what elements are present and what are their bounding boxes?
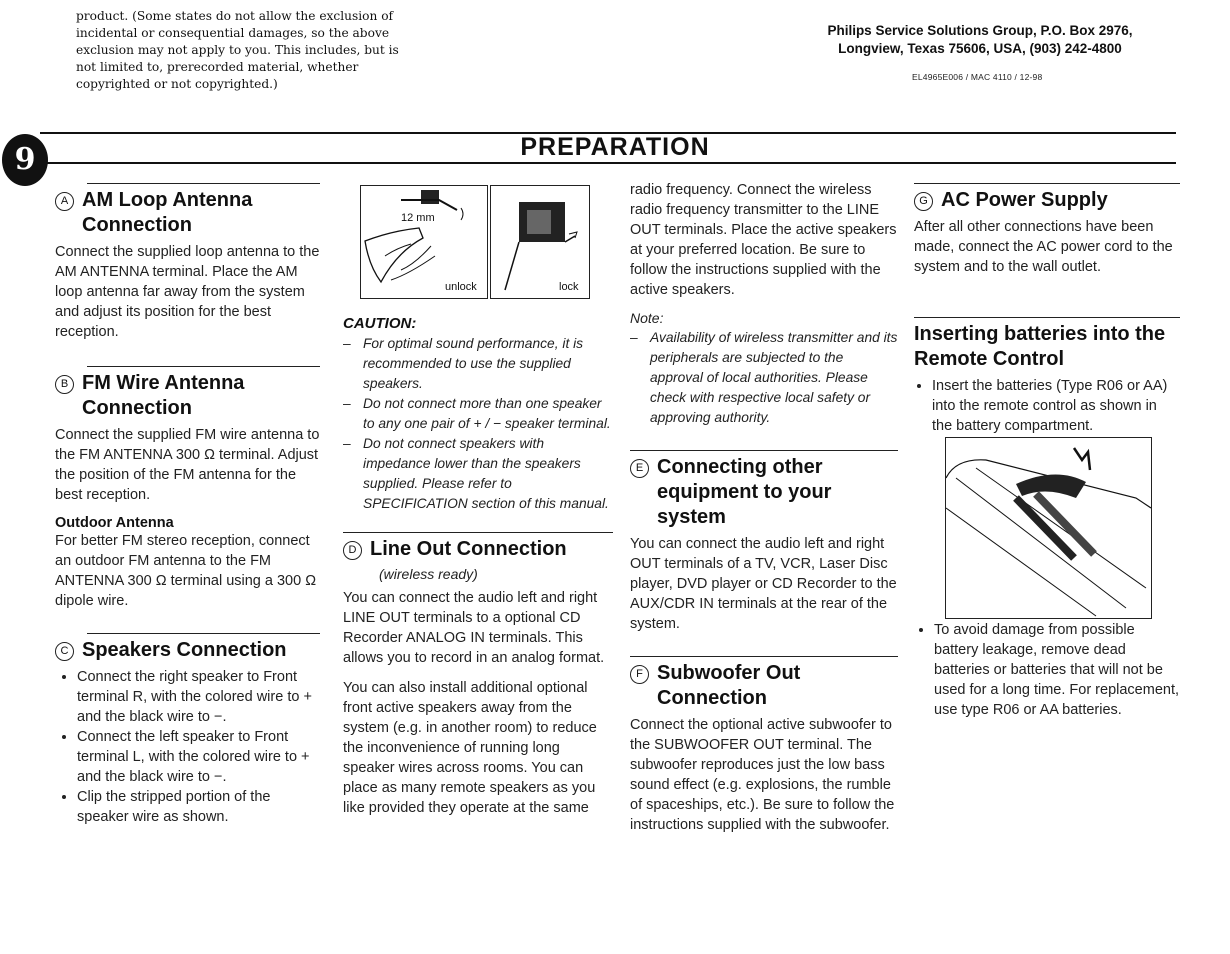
lock-label: lock (559, 281, 579, 293)
section-rule (630, 656, 898, 657)
section-d-heading (343, 537, 613, 562)
list-item: – For optimal sound performance, it is recommended to use the supplied speakers. (343, 334, 613, 394)
note-title: Note: (630, 310, 664, 326)
list-item: – Availability of wireless transmitter and its peripherals are subjected to the approval of local authorities. Please check with respective local safety or approving authority. (630, 328, 898, 428)
section-e-body: You can connect the audio left and right OUT terminals of a TV, VCR, Laser Disc player, DVD player or CD Recorder to the AUX/CDR IN terminals at the rear of the system. (630, 536, 897, 632)
section-a-heading (55, 188, 320, 238)
section-c-title: Speakers Connection (82, 639, 287, 661)
list-item: • Clip the stripped portion of the speaker wire as shown. (77, 787, 320, 827)
section-rule (87, 633, 320, 634)
line-out-continued-body: radio frequency. Connect the wireless radio frequency transmitter to the LINE OUT terminals. Place the active speakers at your preferred location. Be sure to follow the instructions supplied with the active speakers. (630, 182, 897, 298)
outdoor-antenna-heading: Outdoor Antenna (55, 515, 174, 531)
column-4-lower (914, 620, 1180, 720)
section-letter-badge: C (55, 642, 74, 661)
unlock-label: unlock (445, 281, 477, 293)
service-address (790, 22, 1170, 58)
list-item: • To avoid damage from possible battery leakage, remove dead batteries or batteries that will not be used for a long time. For replacement, use type R06 or AA batteries. (934, 620, 1180, 720)
note-list (630, 328, 898, 428)
section-g-title: AC Power Supply (941, 189, 1108, 211)
column-3 (630, 180, 898, 835)
section-f-body: Connect the optional active subwoofer to the SUBWOOFER OUT terminal. The subwoofer reproduces just the low bass sound effect (e.g. explosions, the rumble of spaceships, etc.). Be sure to follow the instructions supplied with the subwoofer. (630, 717, 895, 833)
remote-battery-figure (945, 437, 1152, 619)
section-letter-badge: B (55, 375, 74, 394)
section-rule (630, 450, 898, 451)
section-f-heading (630, 661, 898, 711)
section-b-heading (55, 371, 320, 421)
column-1 (55, 183, 320, 827)
section-rule (87, 183, 320, 184)
wire-clip-figure-unlock (360, 185, 488, 299)
section-d-title: Line Out Connection (370, 538, 567, 560)
section-e-title: Connecting other equipment to your system (657, 456, 832, 528)
section-rule (914, 317, 1180, 318)
section-letter-badge: A (55, 192, 74, 211)
section-d-body-2: You can also install additional optional front active speakers away from the system (e.g. in another room) to reduce the inconvenience of running long speaker wires across rooms. You can place as many remote speakers as you like provided they operate at the same (343, 680, 597, 816)
warranty-text: product. (Some states do not allow the exclusion of incidental or consequential damages, so the above exclusion may not apply to you. This includes, but is not limited to, prerecorded material, whether copyrighted or not copyrighted.) (76, 9, 399, 91)
section-c-heading (55, 638, 320, 663)
caution-title: CAUTION: (343, 315, 417, 332)
address-line-2: Longview, Texas 75606, USA, (903) 242-4800 (838, 41, 1122, 56)
wire-clip-figure-lock (490, 185, 590, 299)
title-bottom-rule (40, 162, 1176, 164)
section-g-heading (914, 188, 1180, 213)
list-item: • Connect the right speaker to Front terminal R, with the colored wire to + and the black wire to −. (77, 667, 320, 727)
list-item: • Connect the left speaker to Front terminal L, with the colored wire to + and the black wire to −. (77, 727, 320, 787)
wireless-ready-note: (wireless ready) (379, 566, 478, 582)
outdoor-antenna-body: For better FM stereo reception, connect an outdoor FM antenna to the FM ANTENNA 300 Ω terminal using a 300 Ω dipole wire. (55, 533, 317, 609)
section-letter-badge: D (343, 541, 362, 560)
document-code: EL4965E006 / MAC 4110 / 12-98 (912, 72, 1043, 82)
remote-control-illustration (946, 438, 1151, 618)
section-b-body: Connect the supplied FM wire antenna to the FM ANTENNA 300 Ω terminal. Adjust the position of the FM antenna for the best reception. (55, 427, 320, 503)
list-item: • Insert the batteries (Type R06 or AA) into the remote control as shown in the battery compartment. (932, 376, 1180, 436)
section-rule (343, 532, 613, 533)
section-e-heading (630, 455, 898, 530)
section-d-body-1: You can connect the audio left and right LINE OUT terminals to a optional CD Recorder ANALOG IN terminals. This allows you to record in an analog format. (343, 590, 605, 666)
list-item: – Do not connect speakers with impedance lower than the speakers supplied. Please refer to SPECIFICATION section of this manual. (343, 434, 613, 514)
page-title: PREPARATION (520, 133, 710, 161)
address-line-1: Philips Service Solutions Group, P.O. Box 2976, (827, 23, 1133, 38)
caution-list (343, 334, 613, 514)
section-letter-badge: F (630, 665, 649, 684)
section-letter-badge: E (630, 459, 649, 478)
section-rule (87, 366, 320, 367)
measure-label: 12 mm (401, 212, 435, 224)
page-number-badge: 9 (2, 134, 48, 186)
section-a-body: Connect the supplied loop antenna to the AM ANTENNA terminal. Place the AM loop antenna far away from the system and adjust its position for the best reception. (55, 244, 320, 340)
section-a-title: AM Loop Antenna Connection (82, 189, 253, 236)
batteries-heading: Inserting batteries into the Remote Control (914, 323, 1166, 370)
section-rule (914, 183, 1180, 184)
column-4 (914, 183, 1180, 436)
section-b-title: FM Wire Antenna Connection (82, 372, 245, 419)
section-letter-badge: G (914, 192, 933, 211)
section-g-body: After all other connections have been made, connect the AC power cord to the system and to the wall outlet. (914, 219, 1173, 275)
section-f-title: Subwoofer Out Connection (657, 662, 801, 709)
list-item: – Do not connect more than one speaker to any one pair of + / − speaker terminal. (343, 394, 613, 434)
column-2 (343, 315, 613, 818)
batteries-list-1 (914, 376, 1180, 436)
speakers-bullet-list (55, 667, 320, 827)
batteries-list-2 (914, 620, 1180, 720)
